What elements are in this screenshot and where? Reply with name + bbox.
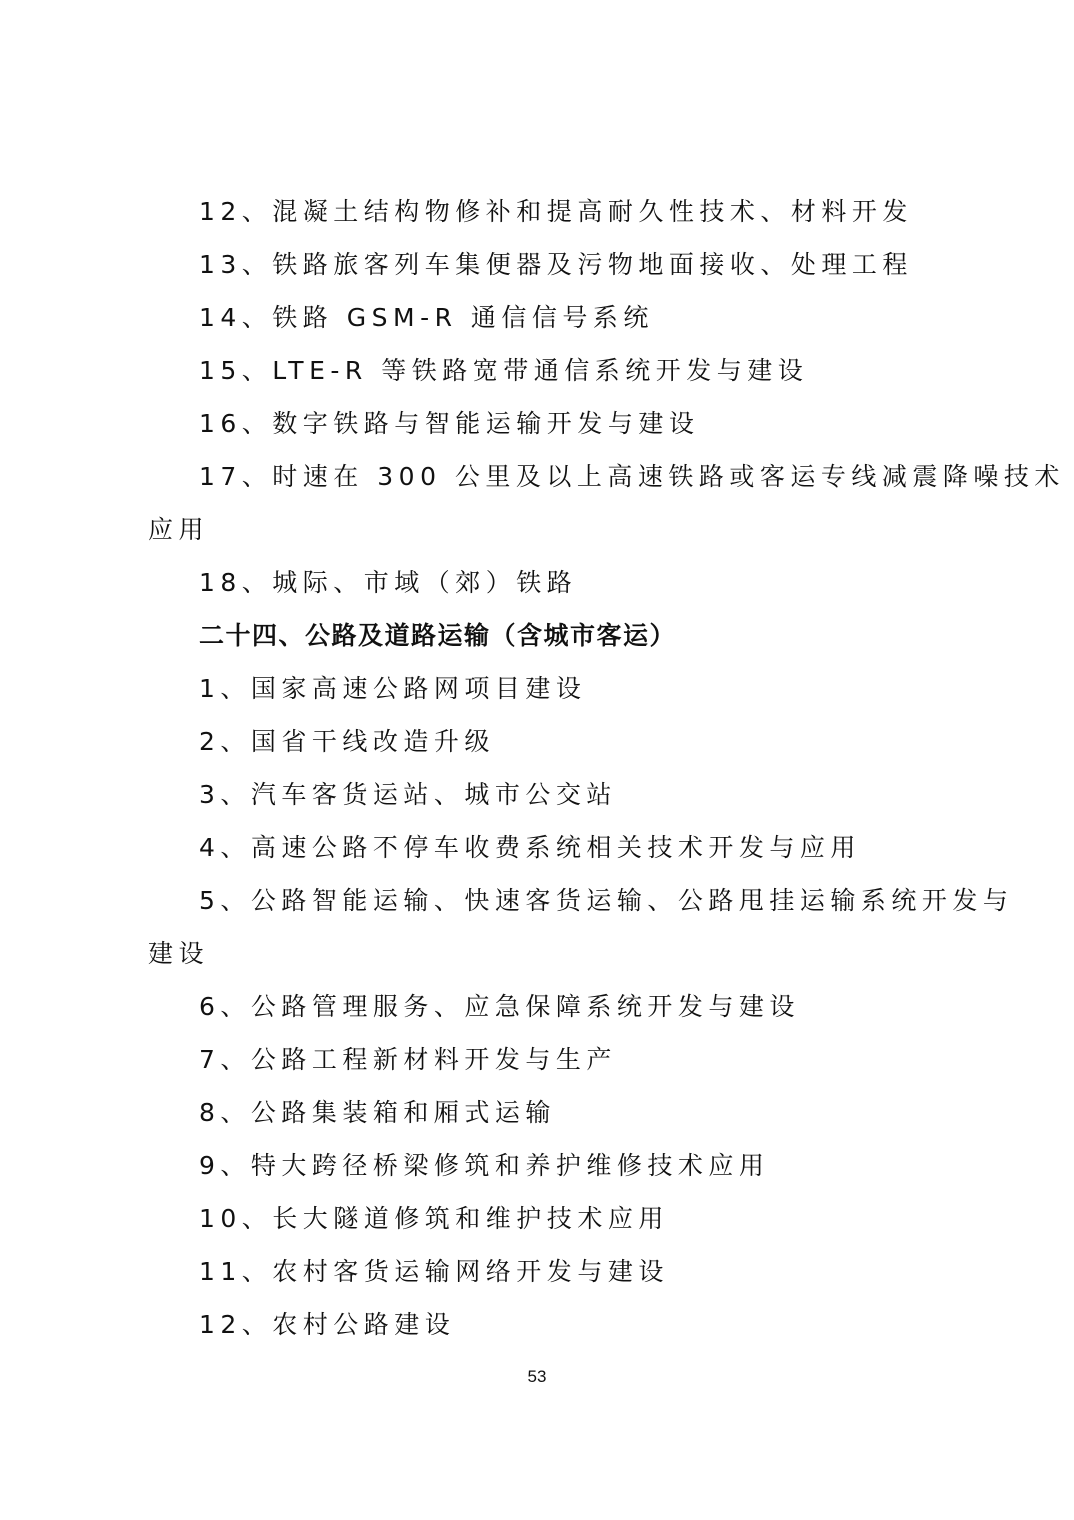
item-line-road-12: 12、农村公路建设	[199, 1310, 456, 1339]
item-line-road-2: 2、国省干线改造升级	[199, 727, 495, 756]
item-line-road-9: 9、特大跨径桥梁修筑和养护维修技术应用	[199, 1151, 770, 1180]
item-line-railway-16: 16、数字铁路与智能运输开发与建设	[199, 409, 700, 438]
item-line-road-6: 6、公路管理服务、应急保障系统开发与建设	[199, 992, 800, 1021]
section-heading: 二十四、公路及道路运输（含城市客运）	[199, 621, 677, 650]
item-line-road-4: 4、高速公路不停车收费系统相关技术开发与应用	[199, 833, 861, 862]
item-line-road-7: 7、公路工程新材料开发与生产	[199, 1045, 617, 1074]
item-line-road-5-cont: 建设	[148, 939, 210, 968]
item-line-railway-14: 14、铁路 GSM-R 通信信号系统	[199, 303, 654, 332]
item-line-railway-17-cont: 应用	[148, 515, 210, 544]
item-line-road-5: 5、公路智能运输、快速客货运输、公路甩挂运输系统开发与	[199, 886, 1014, 915]
item-line-road-1: 1、国家高速公路网项目建设	[199, 674, 587, 703]
item-line-road-3: 3、汽车客货运站、城市公交站	[199, 780, 617, 809]
page-number: 53	[527, 1367, 547, 1386]
item-line-railway-18: 18、城际、市域（郊）铁路	[199, 568, 578, 597]
item-line-railway-17: 17、时速在 300 公里及以上高速铁路或客运专线减震降噪技术	[199, 462, 1065, 491]
item-line-road-10: 10、长大隧道修筑和维护技术应用	[199, 1204, 669, 1233]
item-line-railway-15: 15、LTE-R 等铁路宽带通信系统开发与建设	[199, 356, 809, 385]
item-line-road-11: 11、农村客货运输网络开发与建设	[199, 1257, 669, 1286]
item-line-railway-13: 13、铁路旅客列车集便器及污物地面接收、处理工程	[199, 250, 913, 279]
item-line-railway-12: 12、混凝土结构物修补和提高耐久性技术、材料开发	[199, 197, 913, 226]
item-line-road-8: 8、公路集装箱和厢式运输	[199, 1098, 556, 1127]
